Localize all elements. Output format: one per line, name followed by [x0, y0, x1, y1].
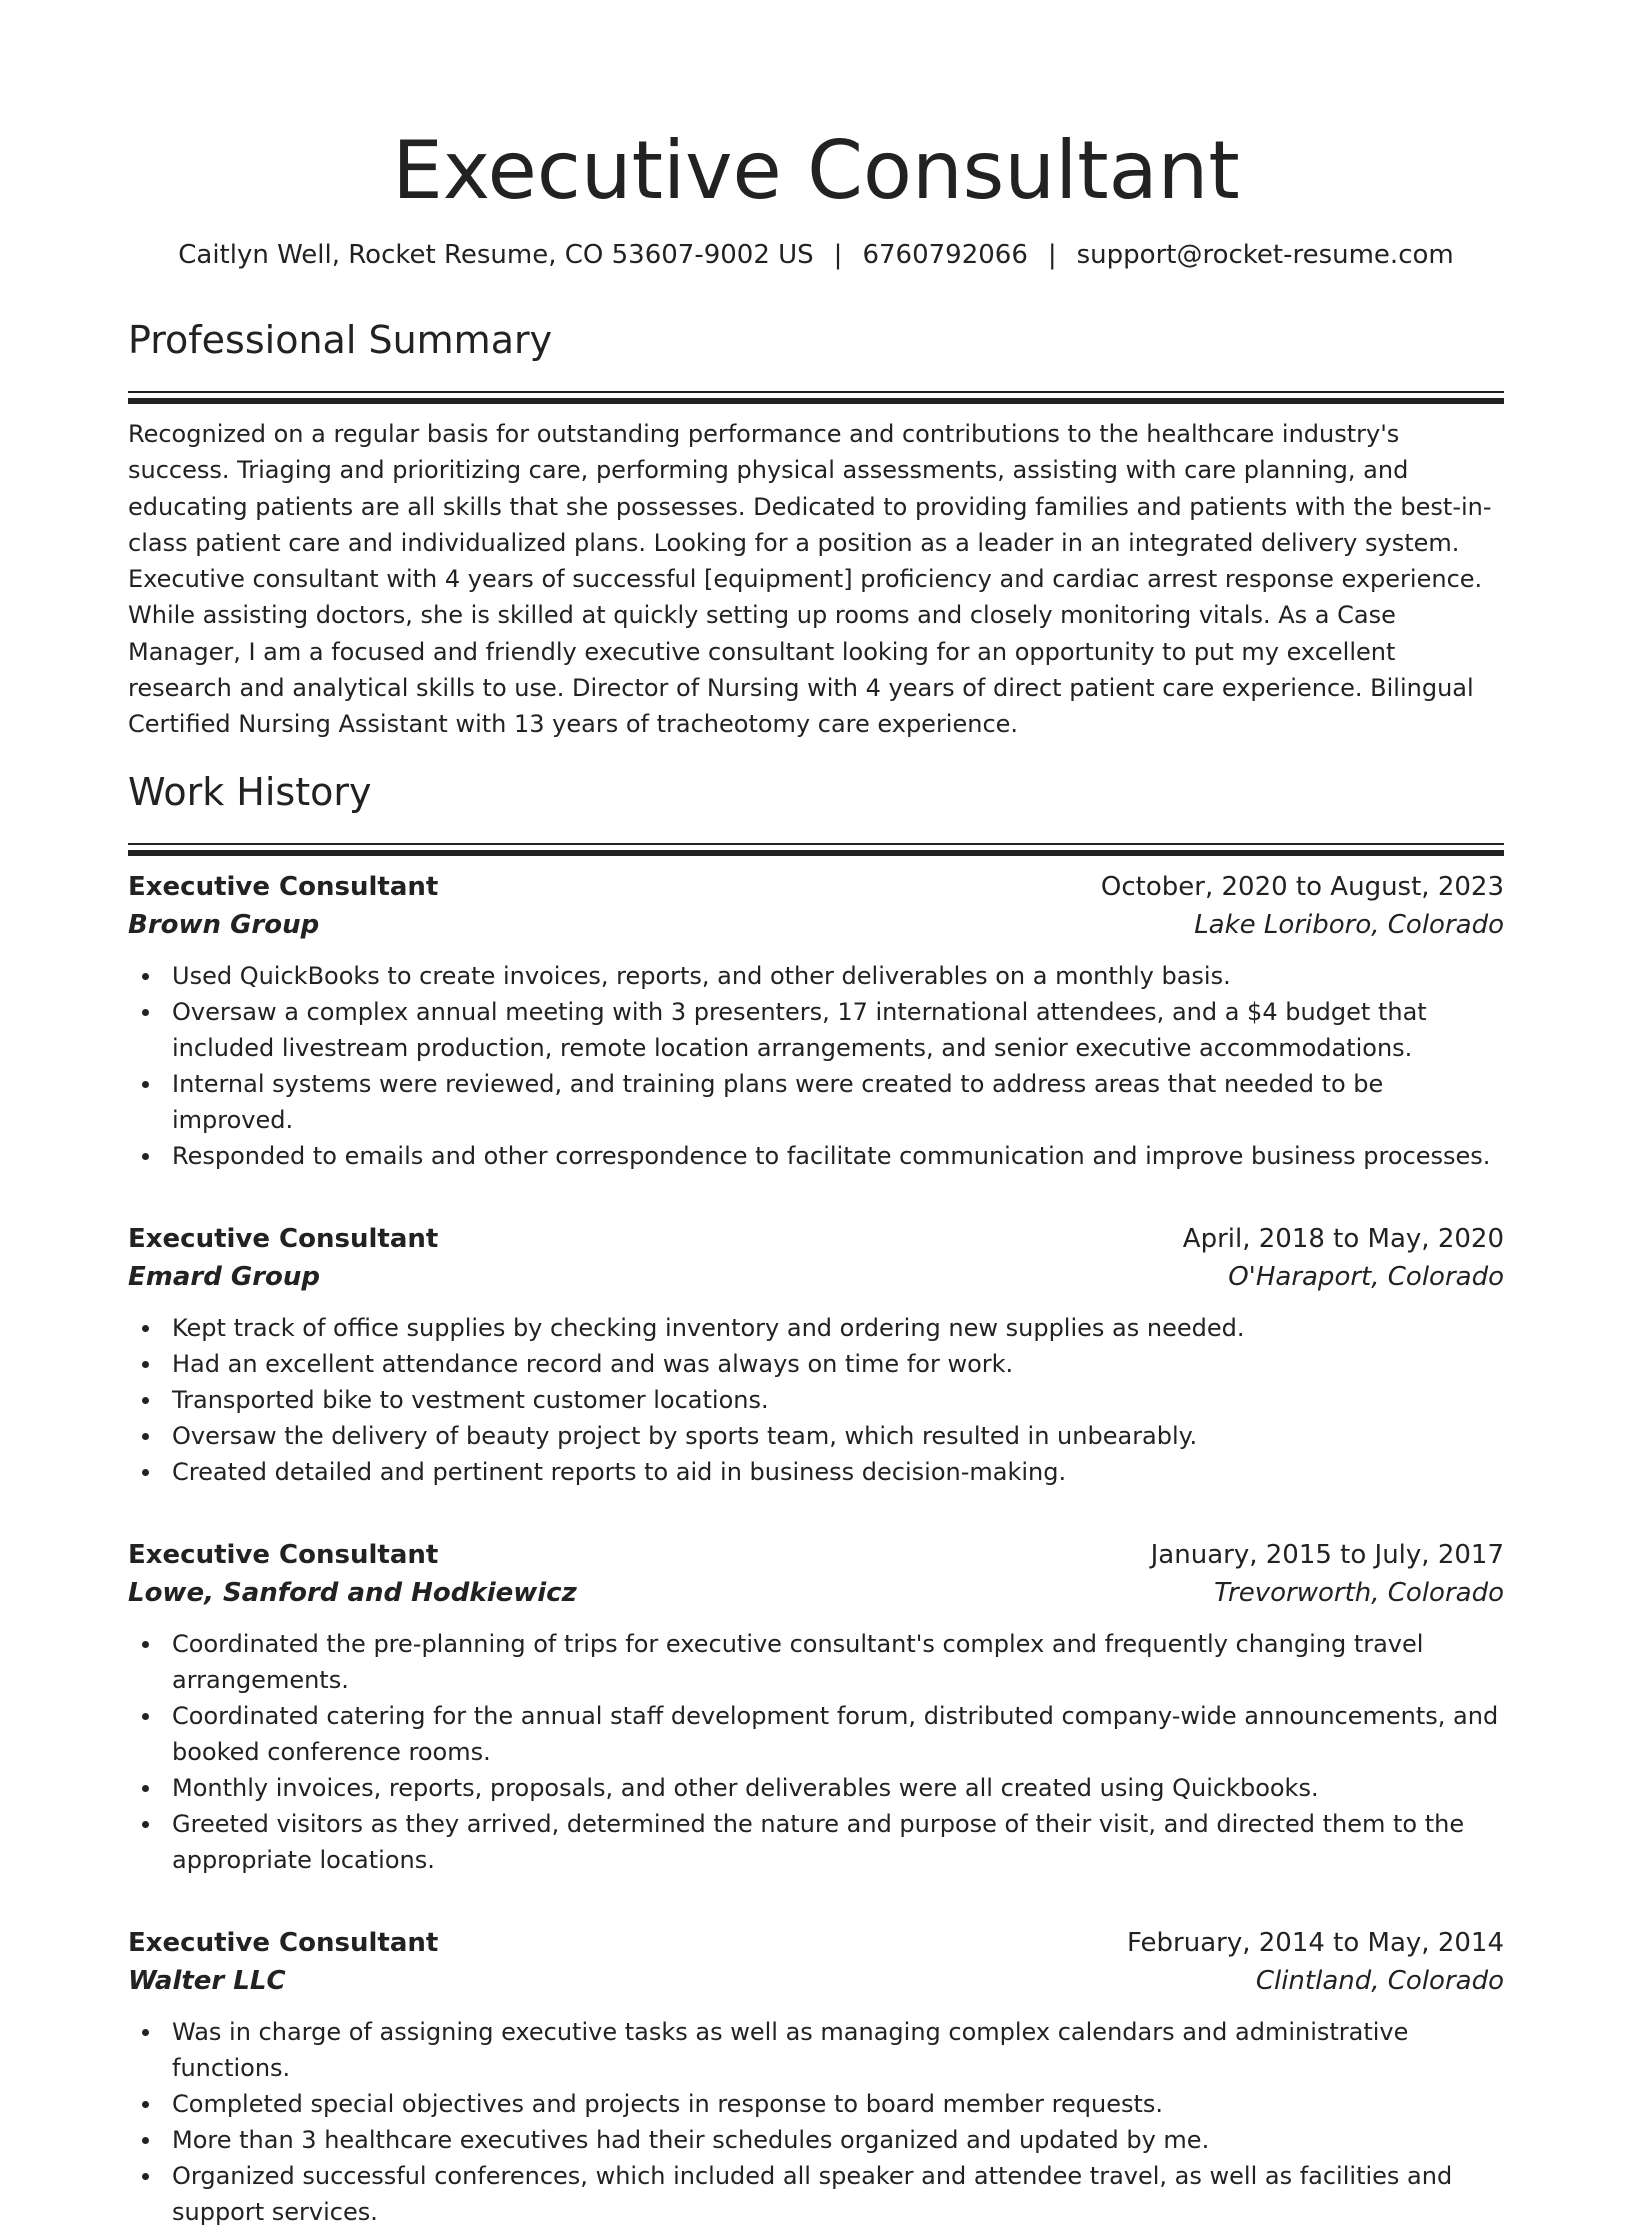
- job-header-row: [128, 1924, 1504, 1962]
- contact-address: Caitlyn Well, Rocket Resume, CO 53607-9002 US: [178, 240, 814, 270]
- job-company: Emard Group: [128, 1261, 321, 1292]
- job-subheader-row: [128, 906, 1504, 944]
- divider-thick: [128, 398, 1504, 404]
- job-title: Executive Consultant: [128, 1927, 439, 1958]
- job-dates: February, 2014 to May, 2014: [1127, 1927, 1504, 1958]
- job-bullet-text: Was in charge of assigning executive tasks as well as managing complex calendars and administrative functions.: [172, 2017, 1409, 2082]
- summary-section: [128, 315, 1504, 743]
- job-subheader-row: [128, 1962, 1504, 2000]
- job-bullet: [128, 1806, 1504, 1878]
- summary-heading: Professional Summary: [128, 318, 553, 362]
- job-bullet: [128, 958, 1504, 994]
- job-bullet: [128, 2086, 1504, 2122]
- job-title: Executive Consultant: [128, 1223, 439, 1254]
- job-bullet: [128, 1698, 1504, 1770]
- resume-title: Executive Consultant: [392, 124, 1240, 217]
- job-bullet-text: Responded to emails and other correspondence to facilitate communication and improve business processes.: [172, 1141, 1491, 1170]
- job-bullet: [128, 1770, 1504, 1806]
- job-bullet: [128, 1138, 1504, 1174]
- resume-page: [128, 0, 1504, 2230]
- divider-thin: [128, 843, 1504, 845]
- job-bullet: [128, 2122, 1504, 2158]
- job-bullet: [128, 1066, 1504, 1138]
- bullet-dot-icon: [142, 1397, 149, 1404]
- job-bullets: [128, 1310, 1504, 1490]
- bullet-dot-icon: [142, 2029, 149, 2036]
- contact-separator: |: [1047, 240, 1057, 270]
- job-bullets: [128, 1626, 1504, 1878]
- job-entry: [128, 1220, 1504, 1490]
- job-bullet-text: Monthly invoices, reports, proposals, and other deliverables were all created using Quickbooks.: [172, 1773, 1319, 1802]
- bullet-dot-icon: [142, 1361, 149, 1368]
- work-history-section: [128, 767, 1504, 2230]
- bullet-dot-icon: [142, 1433, 149, 1440]
- summary-rule: [128, 391, 1504, 404]
- job-entry: [128, 1924, 1504, 2230]
- job-company: Lowe, Sanford and Hodkiewicz: [128, 1577, 577, 1608]
- job-list: [128, 868, 1504, 2230]
- job-dates: October, 2020 to August, 2023: [1100, 871, 1504, 902]
- bullet-dot-icon: [142, 1641, 149, 1648]
- job-bullet-text: Kept track of office supplies by checking inventory and ordering new supplies as needed.: [172, 1313, 1245, 1342]
- job-location: O'Haraport, Colorado: [1228, 1261, 1504, 1292]
- bullet-dot-icon: [142, 1469, 149, 1476]
- job-bullet-text: Oversaw the delivery of beauty project by sports team, which resulted in unbearably.: [172, 1421, 1198, 1450]
- job-bullet-text: Oversaw a complex annual meeting with 3 presenters, 17 international attendees, and a $4 budget that included livestream production, remote location arrangements, and senior executive accommodations.: [172, 997, 1427, 1062]
- job-header-row: [128, 1220, 1504, 1258]
- job-bullet: [128, 1310, 1504, 1346]
- job-bullets: [128, 2014, 1504, 2230]
- job-location: Clintland, Colorado: [1255, 1965, 1504, 1996]
- job-bullet-text: Coordinated catering for the annual staff development forum, distributed company-wide announcements, and booked conference rooms.: [172, 1701, 1499, 1766]
- contact-email: support@rocket-resume.com: [1076, 240, 1454, 270]
- job-bullet: [128, 2014, 1504, 2086]
- job-bullet: [128, 1418, 1504, 1454]
- bullet-dot-icon: [142, 1713, 149, 1720]
- bullet-dot-icon: [142, 1325, 149, 1332]
- bullet-dot-icon: [142, 1081, 149, 1088]
- job-location: Trevorworth, Colorado: [1214, 1577, 1504, 1608]
- job-bullet-text: Created detailed and pertinent reports to aid in business decision-making.: [172, 1457, 1067, 1486]
- job-subheader-row: [128, 1574, 1504, 1612]
- bullet-dot-icon: [142, 1153, 149, 1160]
- job-bullet-text: Organized successful conferences, which included all speaker and attendee travel, as well as facilities and support services.: [172, 2161, 1453, 2226]
- bullet-dot-icon: [142, 1009, 149, 1016]
- job-bullet-text: Used QuickBooks to create invoices, reports, and other deliverables on a monthly basis.: [172, 961, 1231, 990]
- job-bullet-text: More than 3 healthcare executives had their schedules organized and updated by me.: [172, 2125, 1210, 2154]
- contact-line: [128, 238, 1504, 272]
- job-bullet: [128, 2158, 1504, 2230]
- bullet-dot-icon: [142, 1785, 149, 1792]
- bullet-dot-icon: [142, 1821, 149, 1828]
- job-bullet-text: Internal systems were reviewed, and training plans were created to address areas that needed to be improved.: [172, 1069, 1384, 1134]
- bullet-dot-icon: [142, 2137, 149, 2144]
- bullet-dot-icon: [142, 2101, 149, 2108]
- bullet-dot-icon: [142, 2173, 149, 2180]
- divider-thick: [128, 850, 1504, 856]
- job-bullet: [128, 1454, 1504, 1490]
- summary-text: Recognized on a regular basis for outstanding performance and contributions to the healthcare industry's success. Triaging and prioritizing care, performing physical assessments, assisting with care planning, and educating patients are all skills that she possesses. Dedicated to providing families and patients with the best-in-class patient care and individualized plans. Looking for a position as a leader in an integrated delivery system. Executive consultant with 4 years of successful [equipment] proficiency and cardiac arrest response experience. While assisting doctors, she is skilled at quickly setting up rooms and closely monitoring vitals. As a Case Manager, I am a focused and friendly executive consultant looking for an opportunity to put my excellent research and analytical skills to use. Director of Nursing with 4 years of direct patient care experience. Bilingual Certified Nursing Assistant with 13 years of tracheotomy care experience.: [128, 420, 1492, 739]
- job-title: Executive Consultant: [128, 1539, 439, 1570]
- work-history-heading: Work History: [128, 769, 372, 814]
- bullet-dot-icon: [142, 973, 149, 980]
- job-bullet: [128, 1382, 1504, 1418]
- job-bullet-text: Coordinated the pre-planning of trips for executive consultant's complex and frequently changing travel arrangements.: [172, 1629, 1424, 1694]
- job-bullet-text: Transported bike to vestment customer locations.: [172, 1385, 769, 1414]
- job-title: Executive Consultant: [128, 871, 439, 902]
- contact-phone: 6760792066: [862, 240, 1028, 270]
- job-dates: April, 2018 to May, 2020: [1182, 1223, 1504, 1254]
- job-entry: [128, 1536, 1504, 1878]
- contact-separator: |: [833, 240, 843, 270]
- job-bullets: [128, 958, 1504, 1174]
- job-bullet: [128, 1626, 1504, 1698]
- work-history-rule: [128, 843, 1504, 856]
- job-company: Brown Group: [128, 909, 320, 940]
- job-subheader-row: [128, 1258, 1504, 1296]
- job-bullet-text: Greeted visitors as they arrived, determined the nature and purpose of their visit, and directed them to the appropriate locations.: [172, 1809, 1465, 1874]
- job-bullet-text: Had an excellent attendance record and was always on time for work.: [172, 1349, 1014, 1378]
- job-header-row: [128, 1536, 1504, 1574]
- job-bullet: [128, 1346, 1504, 1382]
- job-company: Walter LLC: [128, 1965, 286, 1996]
- job-header-row: [128, 868, 1504, 906]
- job-entry: [128, 868, 1504, 1174]
- job-bullet-text: Completed special objectives and projects in response to board member requests.: [172, 2089, 1164, 2118]
- job-bullet: [128, 994, 1504, 1066]
- job-dates: January, 2015 to July, 2017: [1150, 1539, 1504, 1570]
- job-location: Lake Loriboro, Colorado: [1194, 909, 1504, 940]
- divider-thin: [128, 391, 1504, 393]
